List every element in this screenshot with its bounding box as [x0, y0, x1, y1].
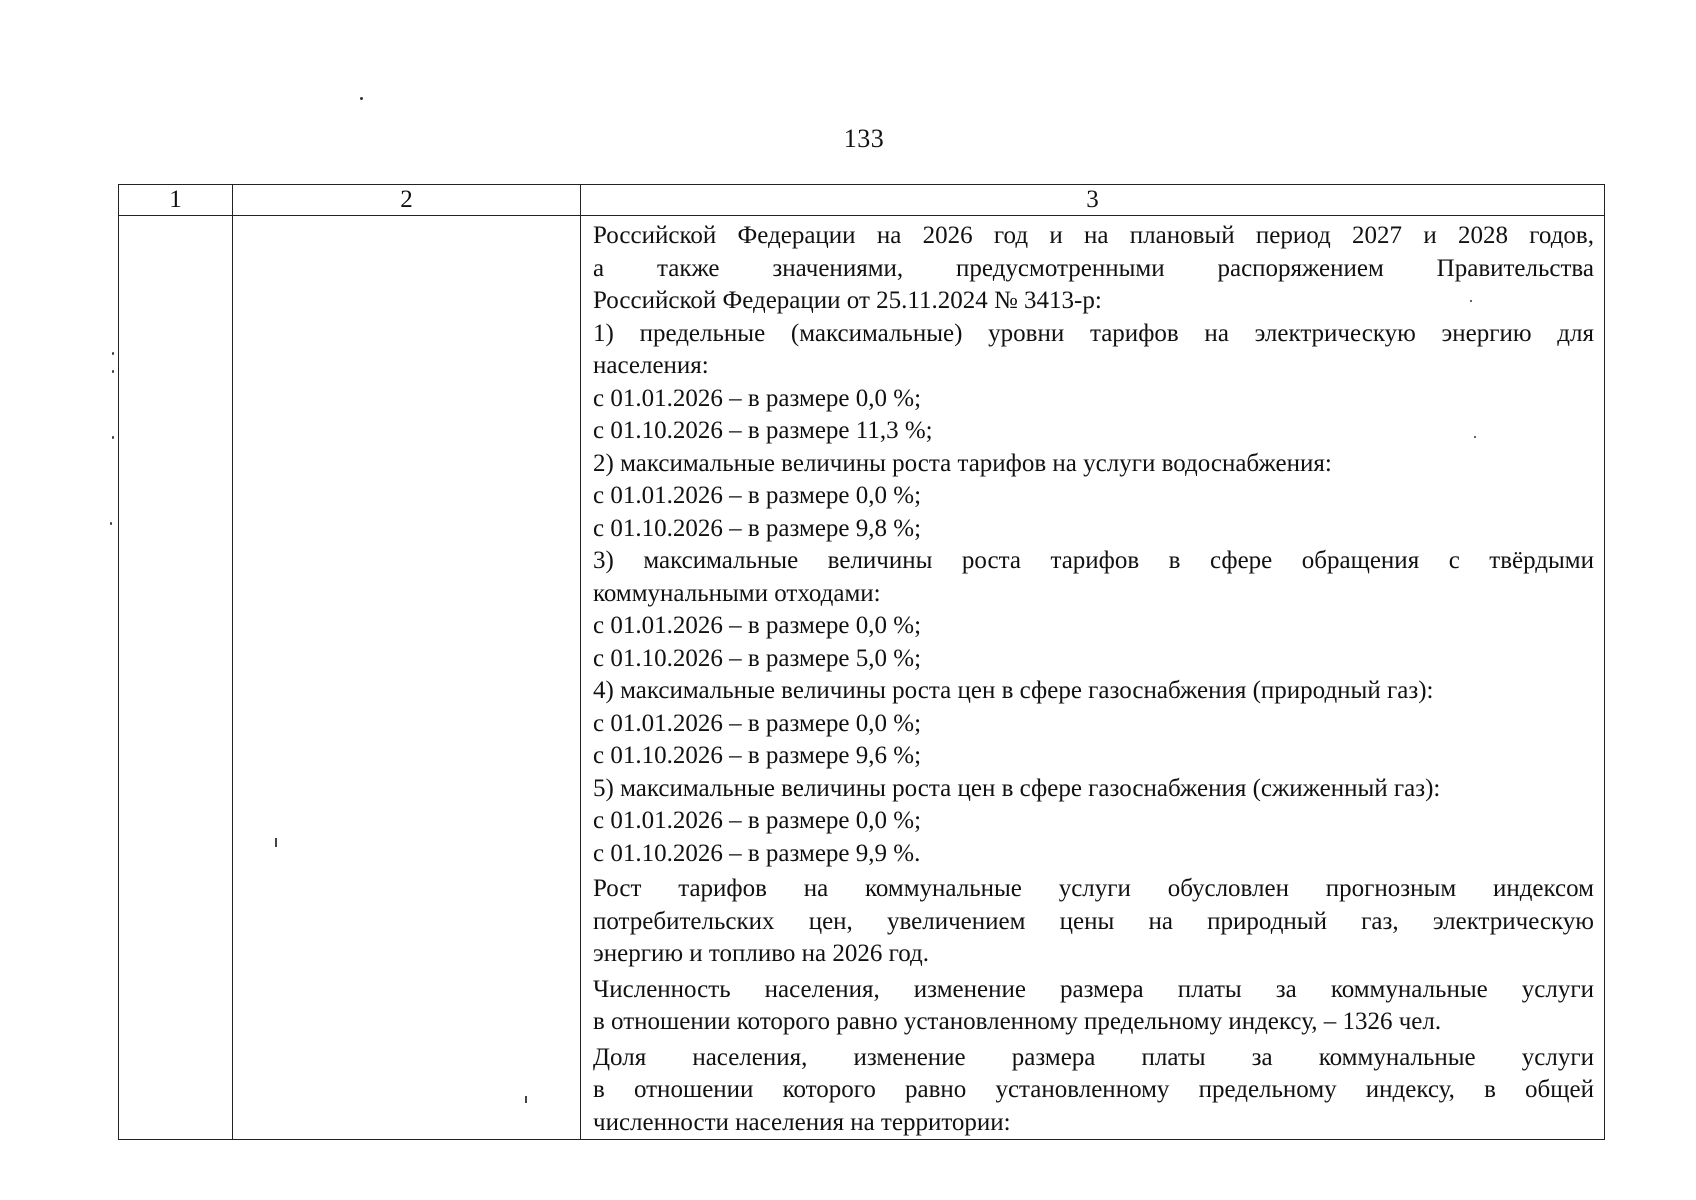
scan-speck: [112, 370, 114, 373]
table-header-row: [119, 185, 1605, 216]
text-line: Рост тарифов на коммунальные услуги обусловлен прогнозным индексом: [593, 875, 1594, 902]
empty-cell-column-2: [233, 216, 581, 1140]
text-line: населения:: [593, 352, 709, 379]
text-line: Доля населения, изменение размера платы за коммунальные услуги: [593, 1043, 1594, 1071]
text-line: Численность населения, изменение размера платы за коммунальные услуги: [593, 975, 1594, 1003]
text-line: энергию и топливо на 2026 год.: [593, 940, 929, 967]
header-cell-2: 2: [233, 185, 581, 216]
scan-speck: [360, 97, 363, 100]
text-line: 2) максимальные величины роста тарифов на услуги водоснабжения:: [593, 449, 1332, 477]
header-cell-3: 3: [581, 185, 1605, 216]
text-line: Российской Федерации от 25.11.2024 № 3413-р:: [593, 287, 1102, 314]
text-line: с 01.01.2026 – в размере 0,0 %;: [593, 709, 922, 737]
text-line: численности населения на территории:: [593, 1108, 1011, 1136]
text-line: 4) максимальные величины роста цен в сфере газоснабжения (природный газ):: [593, 677, 1434, 704]
text-line: с 01.10.2026 – в размере 9,6 %;: [593, 742, 922, 769]
text-line: а также значениями, предусмотренными распоряжением Правительства: [593, 254, 1594, 282]
empty-cell-column-1: [119, 216, 233, 1140]
scan-mark: [275, 838, 277, 847]
scan-mark: [525, 1096, 527, 1103]
text-line: потребительских цен, увеличением цены на природный газ, электрическую: [593, 907, 1594, 935]
text-line: 1) предельные (максимальные) уровни тарифов на электрическую энергию для: [593, 319, 1594, 347]
scan-speck: [112, 436, 114, 439]
table-row: [119, 216, 1605, 1140]
page-number: 133: [843, 124, 885, 153]
header-cell-1: 1: [119, 185, 233, 216]
text-line: 5) максимальные величины роста цен в сфере газоснабжения (сжиженный газ):: [593, 774, 1441, 802]
main-table: [118, 184, 1605, 1140]
content-text: [593, 220, 1594, 1139]
scan-speck: [112, 352, 114, 355]
text-line: в отношении которого равно установленному предельному индексу, – 1326 чел.: [593, 1008, 1442, 1035]
text-line: 3) максимальные величины роста тарифов в сфере обращения с твёрдыми: [593, 547, 1594, 574]
scan-speck: [110, 522, 112, 525]
text-line: в отношении которого равно установленному предельному индексу, в общей: [593, 1076, 1594, 1103]
text-line: коммунальными отходами:: [593, 579, 881, 607]
text-line: Российской Федерации на 2026 год и на плановый период 2027 и 2028 годов,: [593, 222, 1594, 249]
text-line: с 01.01.2026 – в размере 0,0 %;: [593, 384, 922, 412]
text-line: с 01.10.2026 – в размере 5,0 %;: [593, 644, 922, 672]
text-line: с 01.01.2026 – в размере 0,0 %;: [593, 807, 922, 834]
text-line: с 01.10.2026 – в размере 9,9 %.: [593, 839, 921, 867]
content-cell-column-3: [581, 216, 1605, 1140]
text-line: с 01.10.2026 – в размере 9,8 %;: [593, 514, 922, 542]
text-line: с 01.01.2026 – в размере 0,0 %;: [593, 612, 922, 639]
text-line: с 01.01.2026 – в размере 0,0 %;: [593, 482, 922, 509]
text-line: с 01.10.2026 – в размере 11,3 %;: [593, 417, 933, 444]
